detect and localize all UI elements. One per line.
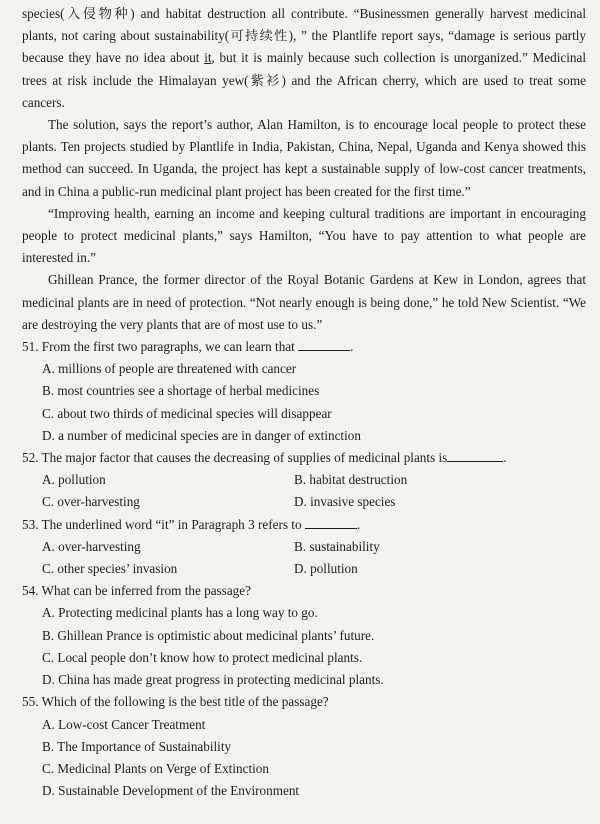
- question-52-end: .: [503, 450, 507, 466]
- paragraph-3: “Improving health, earning an income and keeping cultural traditions are important in encouraging people to protect medicinal plants,” says Hamilton, “You have to pay attention to what people are interested in.”: [22, 205, 586, 266]
- options-row: [22, 469, 586, 491]
- paragraph-1-text-b: , but it is mainly because such collection is unorganized.” Medicinal trees at risk include the Himalayan yew(紫衫) and the African cherry, which are used to treat some cancers.: [22, 50, 586, 110]
- paragraph-4: Ghillean Prance, the former director of the Royal Botanic Gardens at Kew in London, agrees that medicinal plants are in need of protection. “Not nearly enough is being done,” he told New Scientist. “We are destroying the very plants that are of most use to us.”: [22, 272, 586, 332]
- option-53-d[interactable]: D. pollution: [294, 561, 358, 577]
- option-52-d[interactable]: D. invasive species: [294, 494, 396, 510]
- question-53-end: .: [356, 516, 361, 532]
- options-row: [22, 491, 586, 513]
- option-55-a[interactable]: A. Low-cost Cancer Treatment: [42, 716, 206, 732]
- option-51-c[interactable]: C. about two thirds of medicinal species will disappear: [42, 405, 332, 421]
- option-54-b[interactable]: B. Ghillean Prance is optimistic about medicinal plants’ future.: [42, 627, 375, 643]
- answer-blank: [447, 449, 503, 462]
- paragraph-1-text-a: species(入侵物种) and habitat destruction all contribute. “Businessmen generally harvest medicinal plants, not caring about sustainability(可持续性), ” the Plantlife report says, “damage is serious partly because they have no idea about: [22, 6, 586, 66]
- option-52-c[interactable]: C. over-harvesting: [42, 494, 140, 510]
- option-55-d[interactable]: D. Sustainable Development of the Environment: [42, 783, 300, 799]
- option-53-b[interactable]: B. sustainability: [294, 538, 380, 554]
- options-row: [22, 536, 586, 558]
- question-51: [22, 336, 586, 358]
- answer-blank: [305, 516, 357, 529]
- question-53-stem: 53. The underlined word “it” in Paragraph 3 refers to: [22, 516, 302, 532]
- option-54-c[interactable]: C. Local people don’t know how to protect medicinal plants.: [42, 649, 363, 665]
- question-52-stem: 52. The major factor that causes the decreasing of supplies of medicinal plants is: [22, 450, 448, 466]
- option-54-a[interactable]: A. Protecting medicinal plants has a long way to go.: [42, 605, 318, 621]
- question-51-end: .: [350, 339, 354, 355]
- options-row: [22, 558, 586, 580]
- option-51-a[interactable]: A. millions of people are threatened with cancer: [42, 361, 297, 377]
- underlined-word-it: it: [204, 50, 212, 66]
- option-52-b[interactable]: B. habitat destruction: [294, 472, 408, 488]
- option-54-d[interactable]: D. China has made great progress in protecting medicinal plants.: [42, 672, 384, 688]
- option-53-a[interactable]: A. over-harvesting: [42, 538, 141, 554]
- paragraph-1: [22, 3, 586, 114]
- question-55: 55. Which of the following is the best title of the passage?: [22, 694, 329, 710]
- option-51-b[interactable]: B. most countries see a shortage of herbal medicines: [42, 383, 320, 399]
- option-53-c[interactable]: C. other species’ invasion: [42, 561, 178, 577]
- paragraph-2: The solution, says the report’s author, Alan Hamilton, is to encourage local people to protect these plants. Ten projects studied by Plantlife in India, Pakistan, China, Nepal, Uganda and Kenya showed this method can succeed. In Uganda, the project has kept a sustainable supply of low-cost cancer treatments, and in China a public-run medicinal plant project has been created for the first time.”: [22, 117, 586, 199]
- option-55-c[interactable]: C. Medicinal Plants on Verge of Extinction: [42, 760, 269, 776]
- option-55-b[interactable]: B. The Importance of Sustainability: [42, 738, 232, 754]
- question-53: [22, 514, 586, 536]
- option-51-d[interactable]: D. a number of medicinal species are in danger of extinction: [42, 427, 361, 443]
- question-54: 54. What can be inferred from the passage?: [22, 583, 251, 599]
- question-52: [22, 447, 586, 469]
- answer-blank: [298, 338, 350, 351]
- option-52-a[interactable]: A. pollution: [42, 472, 106, 488]
- question-51-stem: 51. From the first two paragraphs, we can learn that: [22, 339, 295, 355]
